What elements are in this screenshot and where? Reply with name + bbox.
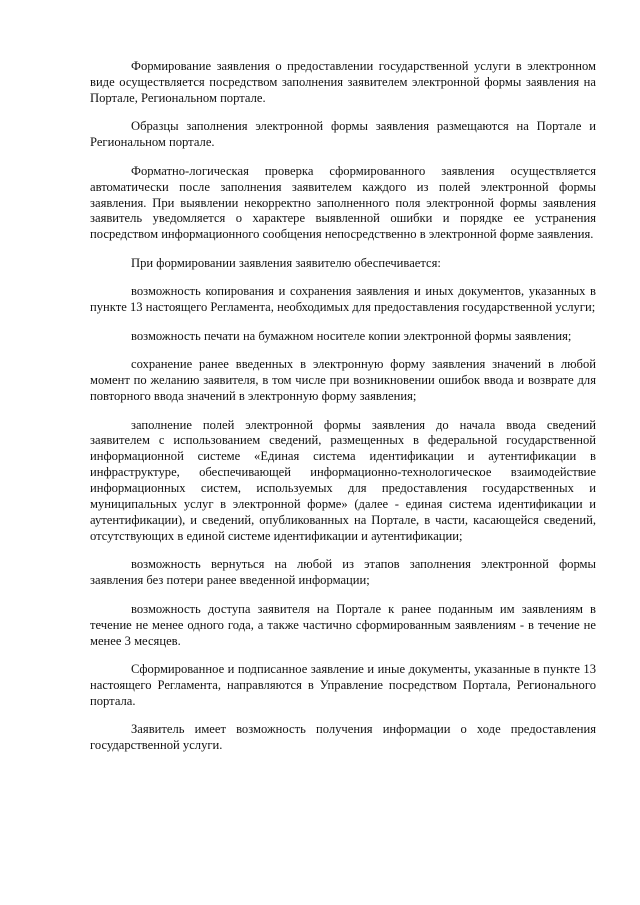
document-page [90, 59, 596, 767]
paragraph-applicant-provided: При формировании заявления заявителю обеспечивается: [131, 255, 441, 270]
paragraph-autofill-fields: заполнение полей электронной формы заявления до начала ввода сведений заявителем с использованием сведений, размещенных в федеральной государственной информационной системе «Единая система идентификации и аутентификации в инфраструктуре, обеспечивающей информационно-технологическое взаимодействие информационных систем, используемых для предоставления государственных и муниципальных услуг в электронной форме» (далее - единая система идентификации и аутентификации), и сведений, опубликованных на Портале, в части, касающейся сведений, отсутствующих в единой системе идентификации и аутентификации; [90, 417, 596, 543]
paragraph-status-info: Заявитель имеет возможность получения информации о ходе предоставления государственной услуги. [90, 722, 596, 753]
paragraph-access-previous: возможность доступа заявителя на Портале к ранее поданным им заявлениям в течение не менее одного года, а также частично сформированным заявлениям - в течение не менее 3 месяцев. [90, 601, 596, 648]
paragraph-application-forming: Формирование заявления о предоставлении государственной услуги в электронном виде осуществляется посредством заполнения заявителем электронной формы заявления на Портале, Региональном портале. [90, 59, 596, 105]
paragraph-save-values: сохранение ранее введенных в электронную форму заявления значений в любой момент по желанию заявителя, в том числе при возникновении ошибок ввода и возврате для повторного ввода значений в электронную форму заявления; [90, 357, 596, 404]
paragraph-submission: Сформированное и подписанное заявление и иные документы, указанные в пункте 13 настоящего Регламента, направляются в Управление посредством Портала, Регионального портала. [90, 662, 596, 708]
paragraph-format-logic-check: Форматно-логическая проверка сформированного заявления осуществляется автоматически после заполнения заявителем каждого из полей электронной формы заявления. При выявлении некорректно заполненного поля электронной формы заявления заявитель уведомляется о характере выявленной ошибки и порядке ее устранения посредством информационного сообщения непосредственно в электронной форме заявления. [90, 163, 596, 242]
paragraph-return-to-step: возможность вернуться на любой из этапов заполнения электронной формы заявления без потери ранее введенной информации; [90, 557, 596, 588]
paragraph-form-samples: Образцы заполнения электронной формы заявления размещаются на Портале и Региональном портале. [90, 119, 596, 150]
paragraph-print: возможность печати на бумажном носителе копии электронной формы заявления; [131, 328, 572, 343]
paragraph-copy-save: возможность копирования и сохранения заявления и иных документов, указанных в пункте 13 настоящего Регламента, необходимых для предоставления государственной услуги; [90, 284, 596, 315]
